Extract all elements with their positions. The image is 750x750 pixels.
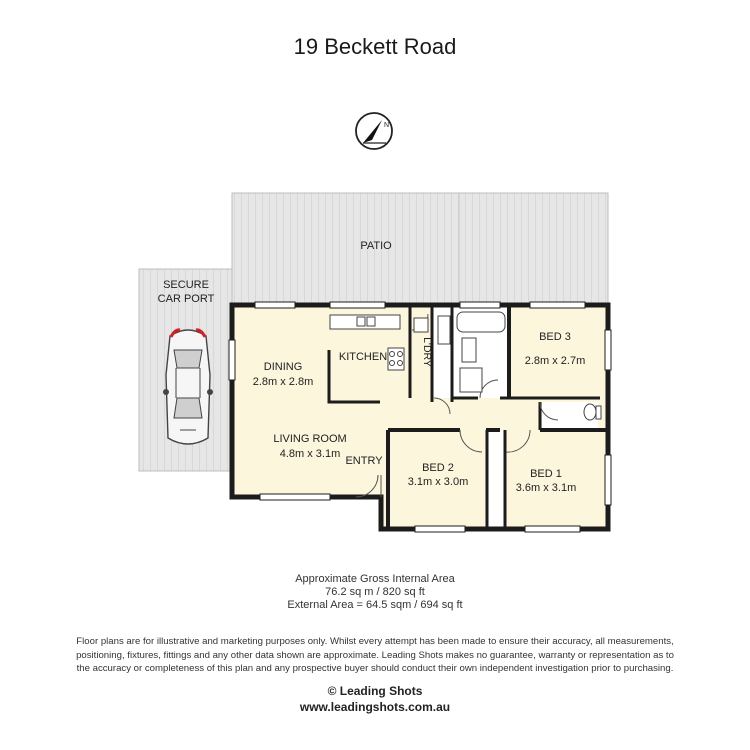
- bed1-size: 3.6m x 3.1m: [515, 482, 577, 494]
- disclaimer-line1: Floor plans are for illustrative and marketing purposes only. Whilst every attempt has been made to ensure their accuracy, all measurements,: [76, 636, 674, 647]
- north-compass-icon: [356, 113, 392, 149]
- disclaimer-line2: positioning, fixtures, fittings and any other data shown are approximate. Leading Shots makes no guarantee, warranty or representation as to: [76, 649, 674, 661]
- area-line3: External Area = 64.5 sqm / 694 sq ft: [287, 599, 463, 611]
- living-room-label: LIVING ROOM: [273, 433, 347, 445]
- entry-label: ENTRY: [345, 455, 383, 467]
- credit: [0, 683, 750, 715]
- bed1-label: BED 1: [530, 468, 562, 480]
- dining-size: 2.8m x 2.8m: [252, 376, 314, 388]
- car-icon: [163, 330, 213, 444]
- patio-label: PATIO: [360, 240, 392, 252]
- area-line2: 76.2 sq m / 820 sq ft: [325, 586, 425, 598]
- area-line1: Approximate Gross Internal Area: [295, 573, 455, 585]
- credit-name: © Leading Shots: [327, 684, 423, 698]
- bed3-label: BED 3: [539, 331, 571, 343]
- plan-title: 19 Beckett Road: [293, 34, 457, 59]
- bed2-size: 3.1m x 3.0m: [407, 476, 469, 488]
- credit-url[interactable]: www.leadingshots.com.au: [299, 700, 451, 714]
- patio-area: [232, 193, 608, 305]
- bed3-size: 2.8m x 2.7m: [524, 355, 586, 367]
- kitchen-label: KITCHEN: [338, 351, 388, 363]
- compass-north-label: N: [384, 122, 390, 129]
- carport-label-line1: SECURE: [163, 279, 209, 291]
- bed2-label: BED 2: [422, 462, 454, 474]
- disclaimer-line3: the accuracy or completeness of this plan and any prospective buyer should conduct their own independent investigation prior to purchasing.: [76, 663, 674, 674]
- laundry-label: L'DRY: [421, 337, 433, 367]
- living-room-size: 4.8m x 3.1m: [279, 448, 341, 460]
- carport-label-line2: CAR PORT: [157, 293, 215, 305]
- area-summary: [0, 573, 750, 612]
- dining-label: DINING: [263, 361, 303, 373]
- disclaimer: [40, 635, 710, 676]
